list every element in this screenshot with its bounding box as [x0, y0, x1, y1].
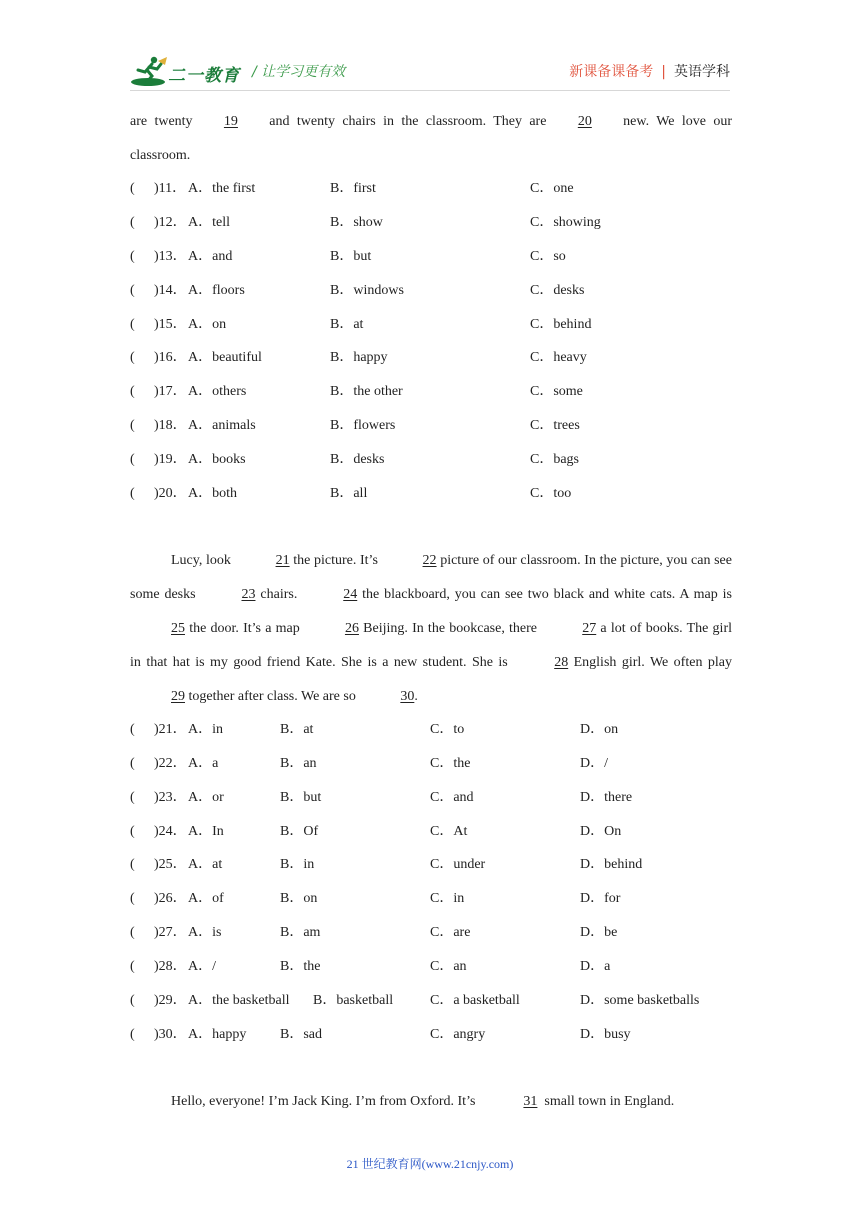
question-number: )15． — [154, 317, 187, 332]
runner-logo-icon — [130, 55, 170, 89]
option-d: D．On — [580, 824, 622, 839]
question-number: )29． — [154, 993, 187, 1008]
option-a: A．or — [188, 790, 224, 805]
option-b: B．the other — [330, 384, 403, 399]
header-separator: | — [661, 64, 666, 80]
header-divider — [130, 90, 730, 91]
option-c: C．too — [530, 486, 572, 501]
question-number: )16． — [154, 350, 187, 365]
text: a lot of books. The girl in that hat is my good friend Kate. She is a new student. She is — [130, 621, 733, 670]
option-c: C．heavy — [530, 350, 587, 365]
answer-paren[interactable]: ( — [130, 1027, 135, 1042]
option-b: B．flowers — [330, 418, 396, 433]
text: Lucy, look — [171, 553, 235, 568]
option-d: D．for — [580, 891, 621, 906]
answer-paren[interactable]: ( — [130, 181, 135, 196]
blank-19: 19 — [223, 114, 238, 129]
option-d: D．on — [580, 722, 619, 737]
option-b: B．at — [330, 317, 364, 332]
option-c: C．one — [530, 181, 574, 196]
blank-26: 26 — [344, 621, 359, 636]
text: English girl. We often play — [568, 655, 732, 670]
page-footer[interactable]: 21 世纪教育网(www.21cnjy.com) — [346, 1157, 514, 1171]
answer-paren[interactable]: ( — [130, 925, 135, 940]
blank-28: 28 — [554, 655, 569, 670]
option-a: A．of — [188, 891, 224, 906]
option-a: A．tell — [188, 215, 230, 230]
option-d: D．be — [580, 925, 618, 940]
page-header — [130, 55, 730, 91]
text: and twenty chairs in the classroom. They are — [261, 114, 554, 129]
text: the blackboard, you can see two black and white cats. A map is — [357, 587, 732, 602]
question-number: )11． — [154, 181, 187, 196]
option-d: D．there — [580, 790, 633, 805]
option-b: B．show — [330, 215, 383, 230]
option-b: B．an — [280, 756, 317, 771]
option-b: B．but — [330, 249, 372, 264]
text: small town in England. — [540, 1094, 675, 1109]
option-a: A．the first — [188, 181, 256, 196]
question-number: )21． — [154, 722, 187, 737]
passage-3 — [130, 1085, 732, 1119]
answer-paren[interactable]: ( — [130, 722, 135, 737]
question-number: )25． — [154, 857, 187, 872]
option-c: C．bags — [530, 452, 579, 467]
blank-29: 29 — [171, 689, 185, 704]
option-a: A．/ — [188, 959, 216, 974]
option-a: A．the basketball — [188, 993, 290, 1008]
blank-31: 31 — [523, 1094, 538, 1109]
option-c: C．to — [430, 722, 465, 737]
blank-23: 23 — [241, 587, 256, 602]
header-label-course: 新课备课备考 — [569, 64, 654, 80]
question-number: )27． — [154, 925, 187, 940]
text: the door. It’s a map — [185, 621, 304, 636]
option-c: C．At — [430, 824, 468, 839]
question-number: )28． — [154, 959, 187, 974]
option-a: A．on — [188, 317, 227, 332]
question-number: )18． — [154, 418, 187, 433]
blank-24: 24 — [343, 587, 358, 602]
option-a: A．others — [188, 384, 247, 399]
option-a: A．In — [188, 824, 224, 839]
answer-paren[interactable]: ( — [130, 418, 135, 433]
text: Beijing. In the bookcase, there — [358, 621, 542, 636]
answer-paren[interactable]: ( — [130, 756, 135, 771]
option-b: B．but — [280, 790, 322, 805]
answer-paren[interactable]: ( — [130, 317, 135, 332]
option-c: C．a basketball — [430, 993, 520, 1008]
blank-25: 25 — [171, 621, 185, 636]
answer-paren[interactable]: ( — [130, 384, 135, 399]
header-right — [569, 61, 730, 81]
option-c: C．desks — [530, 283, 585, 298]
option-b: B．first — [330, 181, 376, 196]
blank-22: 22 — [422, 553, 437, 568]
option-c: C．showing — [530, 215, 601, 230]
option-c: C．in — [430, 891, 465, 906]
option-b: B．sad — [280, 1027, 322, 1042]
text: together after class. We are so — [185, 689, 360, 704]
option-a: A．in — [188, 722, 223, 737]
option-c: C．angry — [430, 1027, 486, 1042]
question-number: )12． — [154, 215, 187, 230]
option-b: B．the — [280, 959, 321, 974]
answer-paren[interactable]: ( — [130, 790, 135, 805]
text: new. We love our classroom. — [130, 114, 733, 163]
answer-paren[interactable]: ( — [130, 824, 135, 839]
passage-1-tail — [130, 105, 732, 173]
answer-paren[interactable]: ( — [130, 959, 135, 974]
option-d: D．some basketballs — [580, 993, 700, 1008]
blank-30: 30 — [400, 689, 415, 704]
blank-27: 27 — [582, 621, 597, 636]
text: picture of our classroom. In the picture, you can see some desks — [130, 553, 732, 602]
option-a: A．floors — [188, 283, 245, 298]
blank-20: 20 — [577, 114, 592, 129]
option-a: A．and — [188, 249, 233, 264]
passage-2 — [130, 544, 732, 714]
option-b: B．happy — [330, 350, 388, 365]
option-a: A．is — [188, 925, 222, 940]
option-a: A．both — [188, 486, 237, 501]
option-a: A．beautiful — [188, 350, 262, 365]
option-c: C．and — [430, 790, 474, 805]
question-number: )14． — [154, 283, 187, 298]
answer-paren[interactable]: ( — [130, 891, 135, 906]
option-a: A．happy — [188, 1027, 247, 1042]
answer-paren[interactable]: ( — [130, 249, 135, 264]
header-label-subject: 英语学科 — [674, 64, 730, 80]
text: chairs. — [255, 587, 303, 602]
text: are twenty — [130, 114, 200, 129]
answer-paren[interactable]: ( — [130, 215, 135, 230]
option-b: B．Of — [280, 824, 319, 839]
answer-paren[interactable]: ( — [130, 993, 135, 1008]
option-c: C．an — [430, 959, 467, 974]
option-a: A．animals — [188, 418, 256, 433]
option-c: C．so — [530, 249, 566, 264]
option-b: B．in — [280, 857, 315, 872]
question-number: )17． — [154, 384, 187, 399]
question-number: )26． — [154, 891, 187, 906]
option-c: C．are — [430, 925, 471, 940]
option-b: B．windows — [330, 283, 404, 298]
option-c: C．some — [530, 384, 583, 399]
option-d: D．a — [580, 959, 611, 974]
answer-paren[interactable]: ( — [130, 350, 135, 365]
option-b: B．desks — [330, 452, 385, 467]
question-number: )24． — [154, 824, 187, 839]
option-a: A．a — [188, 756, 219, 771]
question-number: )19． — [154, 452, 187, 467]
option-b: B．at — [280, 722, 314, 737]
text: the picture. It’s — [289, 553, 382, 568]
option-d: D．busy — [580, 1027, 631, 1042]
text: . — [414, 689, 418, 704]
option-b: B．basketball — [313, 993, 394, 1008]
option-c: C．behind — [530, 317, 592, 332]
question-number: )13． — [154, 249, 187, 264]
option-a: A．at — [188, 857, 223, 872]
blank-21: 21 — [275, 553, 290, 568]
option-c: C．the — [430, 756, 471, 771]
question-number: )22． — [154, 756, 187, 771]
question-number: )20． — [154, 486, 187, 501]
answer-paren[interactable]: ( — [130, 857, 135, 872]
option-b: B．all — [330, 486, 368, 501]
slogan: / 让学习更有效 — [252, 64, 346, 80]
question-number: )30． — [154, 1027, 187, 1042]
option-c: C．trees — [530, 418, 580, 433]
option-c: C．under — [430, 857, 486, 872]
question-number: )23． — [154, 790, 187, 805]
text: Hello, everyone! I’m Jack King. I’m from Oxford. It’s — [171, 1094, 479, 1109]
logo-text: 二一教育 — [168, 66, 240, 86]
answer-paren[interactable]: ( — [130, 452, 135, 467]
option-a: A．books — [188, 452, 246, 467]
answer-paren[interactable]: ( — [130, 283, 135, 298]
logo — [130, 55, 250, 89]
option-d: D．/ — [580, 756, 608, 771]
option-b: B．am — [280, 925, 321, 940]
option-b: B．on — [280, 891, 318, 906]
answer-paren[interactable]: ( — [130, 486, 135, 501]
option-d: D．behind — [580, 857, 643, 872]
